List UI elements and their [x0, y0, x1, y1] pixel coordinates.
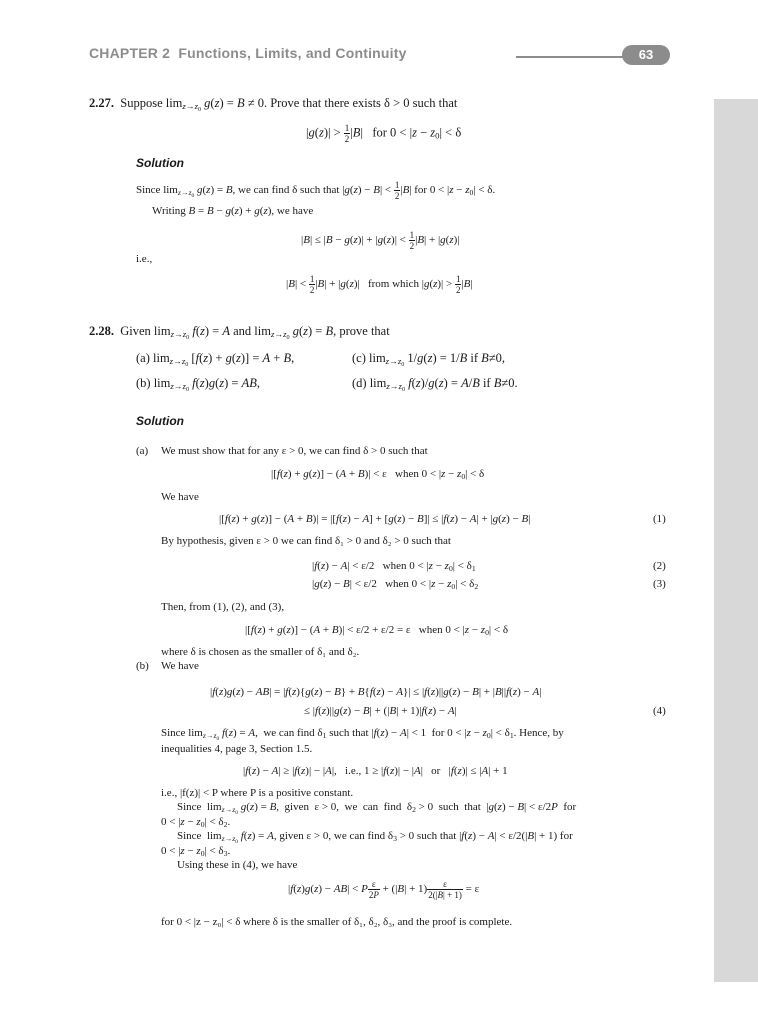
paragraph: Since $\lim_{z\to z_0} g(z) = B$, given ε > 0, we can find $\delta_2 > 0$ such that |g(z) − B| < ε/2P for	[177, 801, 577, 816]
chapter-title: Functions, Limits, and Continuity	[178, 45, 407, 61]
paragraph: We have	[161, 660, 199, 672]
solution-heading: Solution	[136, 414, 184, 428]
item-c: (c) $\lim_{z\to z_0} 1/g(z) = 1/B$ if B≠0,	[352, 351, 506, 368]
item-d: (d) $\lim_{z\to z_0} f(z)/g(z) = A/B$ if B≠0.	[352, 376, 518, 393]
equation-tag: (1)	[653, 513, 666, 525]
equation: |f(z) − A| ≥ |f(z)| − |A|, i.e., 1 ≥ |f(z)| − |A| or |f(z)| ≤ |A| + 1	[243, 765, 508, 777]
equation: |[f(z) + g(z)] − (A + B)| = |[f(z) − A] + [g(z) − B]| ≤ |f(z) − A| + |g(z) − B|	[219, 513, 531, 525]
paragraph: inequalities 4, page 3, Section 1.5.	[161, 743, 313, 755]
equation: |g(z) − B| < ε/2 when $0 < |z - z_0| < \delta_2$	[312, 578, 479, 591]
chapter-label: CHAPTER 2	[89, 45, 171, 61]
paragraph: Using these in (4), we have	[177, 859, 298, 871]
paragraph: i.e., |f(z)| < P where P is a positive constant.	[161, 787, 354, 799]
problem-number: 2.27.	[89, 96, 114, 110]
equation: |f(z) − A| < ε/2 when $0 < |z - z_0| < \delta_1$	[312, 560, 476, 573]
equation: |f(z)g(z) − AB| < P $\frac{\varepsilon}{2P}$ + (|B| + 1) $\frac{\varepsilon}{2(|B| + 1)}$ = ε	[288, 879, 480, 900]
paragraph: We must show that for any ε > 0, we can find δ > 0 such that	[161, 445, 428, 457]
equation-tag: (3)	[653, 578, 666, 590]
paragraph: Then, from (1), (2), and (3),	[161, 601, 285, 613]
equation-tag: (4)	[653, 705, 666, 717]
paragraph: where δ is chosen as the smaller of δ₁ and δ₂.	[161, 646, 360, 658]
ie-label: i.e.,	[136, 253, 153, 265]
solution-heading: Solution	[136, 156, 184, 170]
statement-text: Suppose lim	[120, 96, 183, 110]
header-rule	[516, 56, 636, 58]
paragraph: $0 < |z - z_0| < \delta_3$.	[161, 845, 231, 858]
equation: |g(z)| > $\frac{1}{2}$ |B| for $0 < |z - z_0| < \delta$	[306, 123, 462, 144]
paragraph: for 0 < |z − z₀| < δ where δ is the smaller of δ₁, δ₂, δ₃, and the proof is complete.	[161, 916, 513, 928]
item-b: (b) $\lim_{z\to z_0} f(z)g(z)$ = AB,	[136, 376, 260, 393]
equation: |[f(z) + g(z)] − (A + B)| < ε when $0 < |z - z_0| < \delta$	[271, 468, 485, 481]
paragraph: By hypothesis, given ε > 0 we can find δ₁ > 0 and δ₂ > 0 such that	[161, 535, 451, 547]
problem-number: 2.28.	[89, 324, 114, 338]
problem-2-28-statement: 2.28. Given $\lim_{z\to z_0} f(z) = A$ and $\lim_{z\to z_0} g(z) = B$, prove that	[89, 324, 390, 341]
paragraph: We have	[161, 491, 199, 503]
chapter-heading	[89, 45, 407, 61]
equation: |B| ≤ |B − g(z)| + |g(z)| < $\frac{1}{2}$ |B| + |g(z)|	[301, 230, 460, 251]
item-a: (a) $\lim_{z\to z_0} [f(z) + g(z)] = A + B$,	[136, 351, 295, 368]
paragraph: Since $\lim_{z\to z_0} g(z) = B$, we can find δ such that |g(z) − B| < $\frac{1}{2}$ |B| for $0 < |z - z_0| < \delta$.	[136, 180, 496, 201]
part-b-label: (b)	[136, 660, 149, 672]
paragraph: $0 < |z - z_0| < \delta_2$.	[161, 816, 231, 829]
paragraph: Writing B = B − g(z) + g(z), we have	[152, 205, 314, 217]
equation: |[f(z) + g(z)] − (A + B)| < ε/2 + ε/2 = ε when $0 < |z - z_0| < \delta$	[245, 624, 509, 637]
paragraph: Since $\lim_{z\to z_0} f(z) = A$, given ε > 0, we can find $\delta_3 > 0$ such that |f(z) − A| < ε/2(|B| + 1) for	[177, 830, 573, 845]
equation: |f(z)g(z) − AB| = |f(z){g(z) − B} + B{f(z) − A}| ≤ |f(z)||g(z) − B| + |B||f(z) − A|	[210, 686, 542, 698]
page-number-badge: 63	[622, 45, 670, 65]
equation: |B| < $\frac{1}{2}$ |B| + |g(z)| from which |g(z)| > $\frac{1}{2}$ |B|	[286, 274, 473, 295]
side-thumb-tab	[714, 99, 758, 982]
equation-tag: (2)	[653, 560, 666, 572]
page-header	[89, 45, 669, 67]
part-a-label: (a)	[136, 445, 149, 457]
problem-2-27-statement: 2.27. Suppose $\lim_{z\to z_0} g(z) = B \ne 0$. Prove that there exists δ > 0 such that	[89, 96, 458, 113]
equation: ≤ |f(z)||g(z) − B| + (|B| + 1)|f(z) − A|	[304, 705, 457, 717]
paragraph: Since $\lim_{z\to z_0} f(z) = A$, we can find $\delta_1$ such that |f(z) − A| < 1 for $0 < |z - z_0| < \delta_1$. Hence, by	[161, 727, 564, 742]
